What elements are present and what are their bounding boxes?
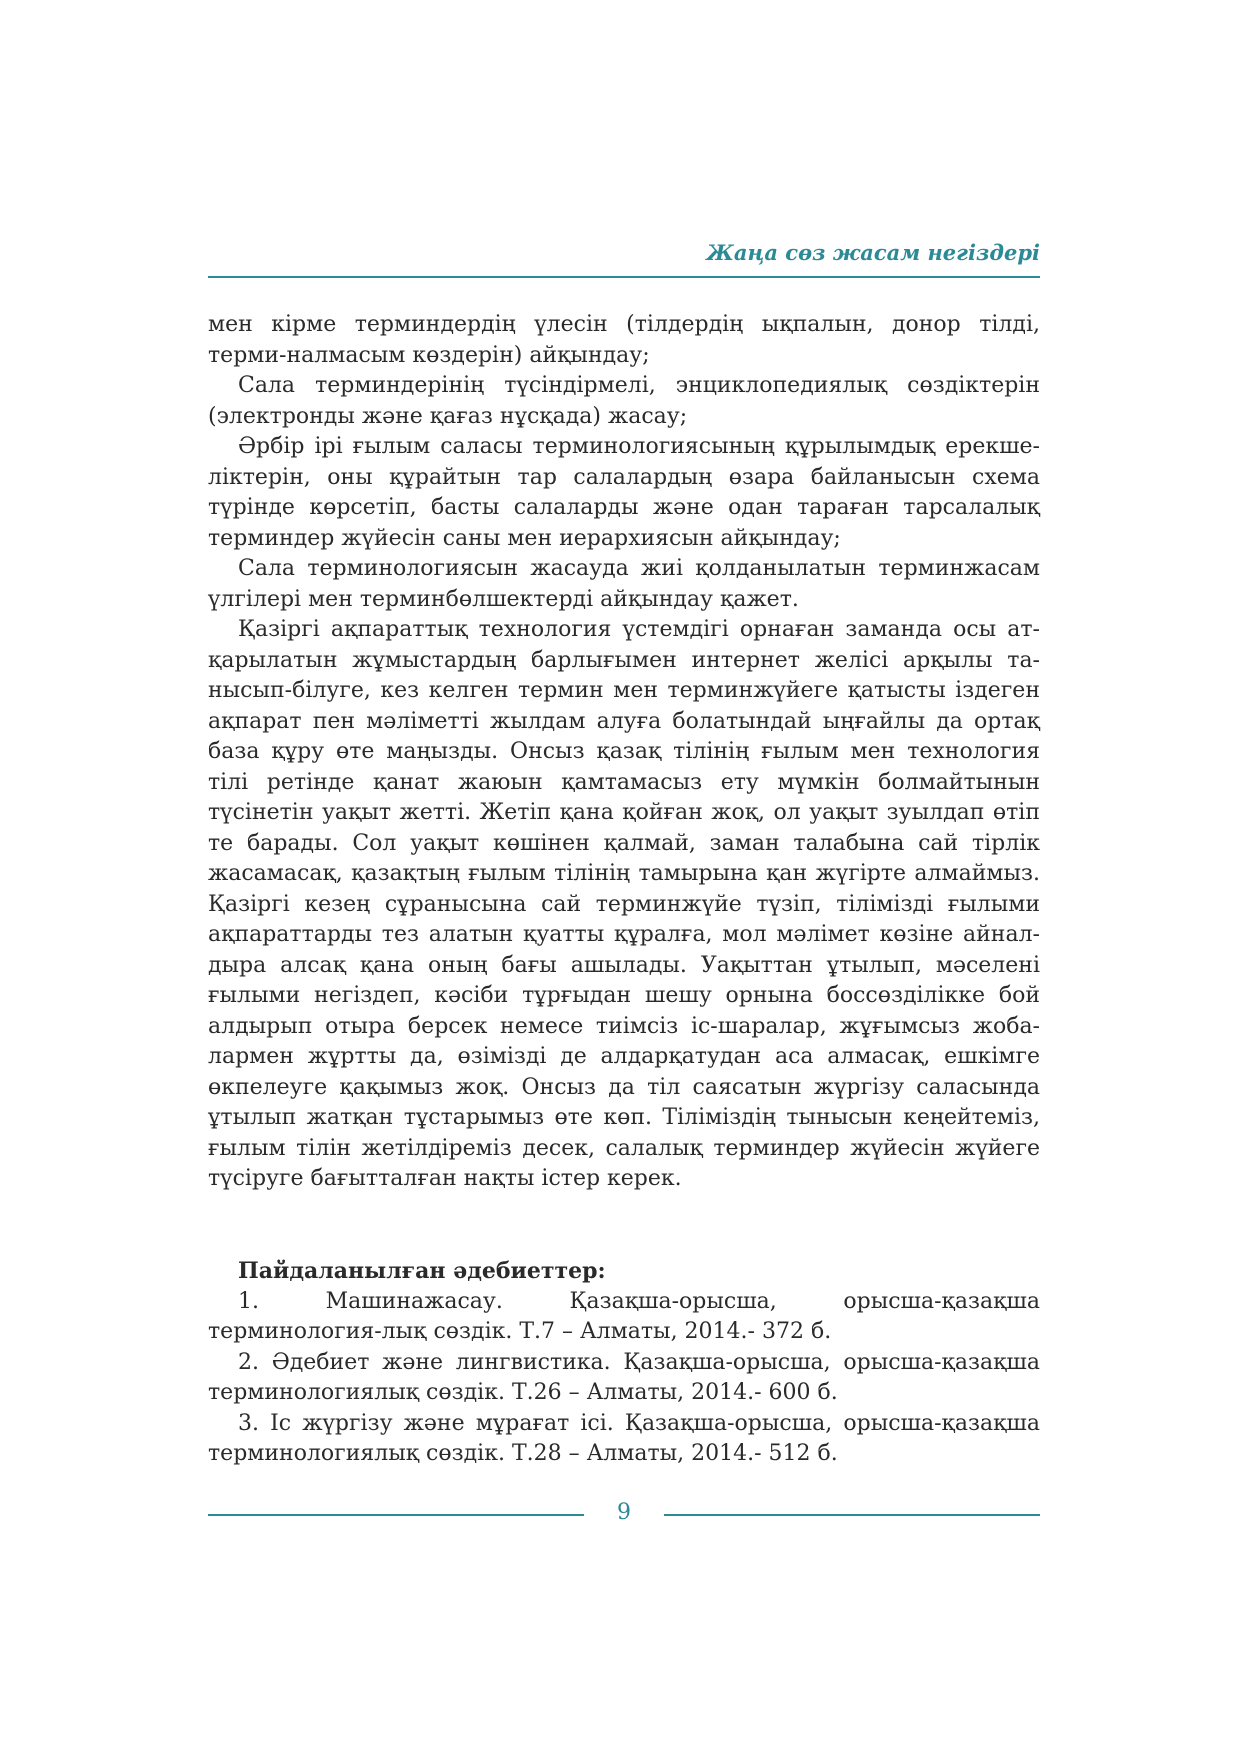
page-number: 9 — [617, 1500, 631, 1525]
footer-divider-left — [208, 1514, 584, 1516]
reference-item: 3. Іс жүргізу және мұрағат ісі. Қазақша-орысша, орысша-қазақша терминологиялық сөздік. Т.28 – Алматы, 2014.- 512 б. — [208, 1410, 1040, 1466]
running-header: Жаңа сөз жасам негіздері — [706, 240, 1040, 265]
reference-item: 2. Әдебиет және лингвистика. Қазақша-орысша, орысша-қазақша терминологиялық сөздік. Т.26 – Алматы, 2014.- 600 б. — [208, 1349, 1040, 1405]
paragraph: Сала терминологиясын жасауда жиі қолданылатын терминжасам үлгілері мен терминбөлшектерді айқындау қажет. — [208, 556, 1040, 612]
references-heading: Пайдаланылған әдебиеттер: — [238, 1258, 606, 1284]
header-divider — [208, 276, 1040, 278]
paragraph: мен кірме терминдердің үлесін (тілдердің ықпалын, донор тілді, терми-налмасым көздерін) айқындау; — [208, 312, 1040, 368]
main-text — [208, 310, 1040, 1195]
paragraph: Қазіргі ақпараттық технология үстемдігі орнаған заманда осы ат-қарылатын жұмыстардың барлығымен интернет желісі арқылы та-нысып-білуге, кез келген термин мен терминжүйеге қатысты іздеген ақпарат пен мәліметті жылдам алуға болатындай ыңғайлы да ортақ база құру өте маңызды. Онсыз қазақ тілінің ғылым мен технология тілі ретінде қанат жаюын қамтамасыз ету мүмкін болмайтынын түсінетін уақыт жетті. Жетіп қана қойған жоқ, ол уақыт зуылдап өтіп те барады. Сол уақыт көшінен қалмай, заман талабына сай тірлік жасамасақ, қазақтың ғылым тілінің тамырына қан жүгірте алмаймыз. Қазіргі кезең сұранысына сай терминжүйе түзіп, тілімізді ғылыми ақпараттарды тез алатын қуатты құралға, мол мәлімет көзіне айнал-дыра алсақ қана оның бағы ашылады. Уақыттан ұтылып, мәселені ғылыми негіздеп, кәсіби тұрғыдан шешу орнына боссөзділікке бой алдырып отыра берсек немесе тиімсіз іс-шаралар, жұғымсыз жоба-лармен жұртты да, өзімізді де алдарқатудан аса алмасақ, ешкімге өкпелеуге қақымыз жоқ. Онсыз да тіл саясатын жүргізу саласында ұтылып жатқан тұстарымыз өте көп. Тіліміздің тынысын кеңейтеміз, ғылым тілін жетілдіреміз десек, салалық терминдер жүйесін жүйеге түсіруге бағытталған нақты істер керек. — [208, 617, 1040, 1191]
references-section — [208, 1256, 1040, 1470]
reference-item: 1. Машинажасау. Қазақша-орысша, орысша-қазақша терминология-лық сөздік. Т.7 – Алматы, 2014.- 372 б. — [208, 1288, 1040, 1344]
paragraph: Сала терминдерінің түсіндірмелі, энциклопедиялық сөздіктерін (электронды және қағаз нұсқада) жасау; — [208, 373, 1040, 429]
paragraph: Әрбір ірі ғылым саласы терминологиясының құрылымдық ерекше-ліктерін, оны құрайтын тар салалардың өзара байланысын схема түрінде көрсетіп, басты салаларды және одан тараған тарсалалық терминдер жүйесін саны мен иерархиясын айқындау; — [208, 434, 1040, 551]
footer-divider-right — [664, 1514, 1040, 1516]
